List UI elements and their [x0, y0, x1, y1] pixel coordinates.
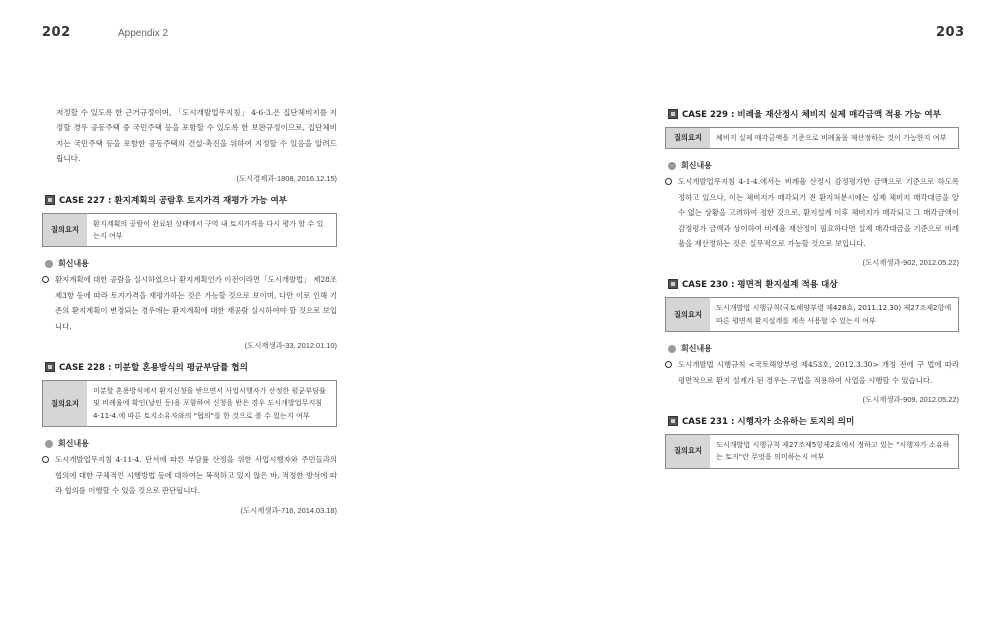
- reply-label: 회신내용: [58, 439, 89, 449]
- case-square-icon: [45, 362, 55, 372]
- case-square-icon: [668, 416, 678, 426]
- reply-dot-icon: [668, 162, 676, 170]
- case-231-title: CASE 231 : 시행자가 소유하는 토지의 의미: [682, 417, 855, 428]
- case-227-answer: [42, 272, 337, 334]
- case-227-citation: (도시재생과-33, 2012.01.10): [244, 341, 337, 351]
- summary-label: 질의요지: [43, 381, 87, 426]
- case-227-summary: 환지계획의 공람이 완료된 상태에서 구역 내 토지가격을 다시 평가 할 수 있는지 여부: [93, 218, 324, 241]
- case-228-title: CASE 228 : 미분할 혼용방식의 평균부담률 협의: [59, 363, 248, 374]
- case-229-heading: [665, 108, 959, 120]
- case-square-icon: [668, 279, 678, 289]
- case-229-summary: 체비지 실제 매각금액을 기준으로 비례율을 재산정하는 것이 가능한지 여부: [716, 133, 947, 142]
- summary-label: 질의요지: [43, 214, 87, 247]
- reply-dot-icon: [45, 440, 53, 448]
- case-231-summary-box: [665, 434, 959, 469]
- case-229-answer-text: 도시개발업무지침 4-1-4.에서는 비례율 산정시 감정평가한 금액으로 기준으로 하도록 정하고 있으나, 이는 체비지가 매각되기 전 환지처분시에는 실제 체비지 매각대금을 알 수 없는 상황을 고려하여 정한 것으로, 환지설계 이후 체비지가 매각되고 그 매각금액이 감정평가 금액과 상이하여 비례율 재산정이 필요하다면 실제 매각대금을 기준으로 비례율을 재산정하는 것은 실무적으로 가능할 것으로 보입니다.: [678, 177, 959, 249]
- case-227-answer-text: 환지계획에 대한 공람을 실시하였으나 환지계획인가 이전이라면「도시개발법」 제28조제3항 등에 따라 토지가격을 재평가하는 것은 가능할 것으로 보이며, 다만 이로 인해 기존의 환지계획이 변경되는 경우에는 환지계획에 대한 재공람 실시하여야 할 것으로 보입니다.: [55, 275, 337, 331]
- case-229-summary-box: [665, 127, 959, 149]
- case-229-title: CASE 229 : 비례율 재산정시 체비지 실제 매각금액 적용 가능 여부: [682, 110, 941, 120]
- circle-bullet-icon: [665, 178, 672, 185]
- reply-dot-icon: [45, 260, 53, 268]
- case-228-reply-heading: [42, 438, 337, 449]
- right-page-number: 203: [936, 25, 965, 40]
- circle-bullet-icon: [42, 276, 49, 283]
- reply-label: 회신내용: [58, 259, 89, 269]
- reply-dot-icon: [668, 345, 676, 353]
- case-229-reply-heading: [665, 160, 959, 171]
- left-page-column: [42, 105, 337, 516]
- case-229-citation: (도시재생과-902, 2012.05.22): [862, 258, 959, 268]
- case-230-summary-box: [665, 297, 959, 332]
- case-227-reply-heading: [42, 258, 337, 269]
- case-230-reply-heading: [665, 343, 959, 354]
- circle-bullet-icon: [42, 456, 49, 463]
- case-230-answer: [665, 357, 959, 388]
- case-229-answer: [665, 174, 959, 251]
- case-228-answer-text: 도시개발업무지침 4-11-4. 단서에 따른 부담률 산정을 위한 사업시행자와 주민들과의 협의에 대한 구체적인 시행방법 등에 대하여는 복적하고 있지 않은 바, 적정한 방식에 따라 협의를 이행할 수 있을 것으로 판단됩니다.: [55, 455, 337, 496]
- case-227-title: CASE 227 : 환지계획의 공람후 토지가격 재평가 가능 여부: [59, 195, 288, 206]
- case-230-heading: [665, 278, 959, 290]
- case-228-heading: [42, 361, 337, 373]
- case-square-icon: [45, 195, 55, 205]
- case-230-answer-text: 도시개발법 시행규칙 <국토해양부령 제453호, 2012.3.30> 개정 전에 구 법에 따라 평면적으로 환지 설계가 된 경우는 구법을 적용하여 사업을 시행할 수 있습니다.: [678, 360, 959, 385]
- summary-label: 질의요지: [666, 298, 710, 331]
- reply-label: 회신내용: [681, 161, 712, 171]
- case-227-summary-box: [42, 213, 337, 248]
- section-label: Appendix 2: [118, 28, 169, 39]
- case-228-citation: (도시재생과-716, 2014.03.18): [240, 505, 337, 515]
- case-228-summary: 미분할 혼용방식에서 환지신청을 받으면서 사업시행자가 산정한 평균부담률 및 비례율에 확인(날인 등)을 포함하여 신청을 받은 경우 도시개발업무지침 4-11-4.에 따른 토지소유자와의 "협의"를 한 것으로 볼 수 있는지 여부: [93, 386, 326, 420]
- case-230-title: CASE 230 : 평면적 환지설계 적용 대상: [682, 280, 838, 291]
- case-230-summary: 도시개발법 시행규칙(국토해양부령 제428호, 2011.12.30) 제27조제2항에 따른 평면적 환지설계를 계속 사용할 수 있는지 여부: [716, 303, 952, 325]
- left-page-number: 202: [42, 25, 71, 40]
- case-231-summary: 도시개발법 시행규칙 제27조제5항제2호에서 정하고 있는 "시행자가 소유하는 토지"란 무엇을 의미하는지 여부: [716, 440, 950, 462]
- circle-bullet-icon: [665, 361, 672, 368]
- reply-label: 회신내용: [681, 344, 712, 354]
- case-228-answer: [42, 452, 337, 498]
- case-227-heading: [42, 194, 337, 206]
- summary-label: 질의요지: [666, 435, 710, 468]
- intro-citation: (도시경제과-1808, 2016.12.15): [236, 173, 337, 183]
- intro-paragraph: 저정할 수 있도록 한 근거규정이며, 「도시개발업무지침」 4-6-3.은 집단체비지를 지정할 경우 공동주택 중 국민주택 등을 포함할 수 있도록 한 보완규정이므로, 집단체비지는 국민주택 등을 포함한 공동주택의 건설·촉진을 위하여 지정할 수 있음을 알려드립니다.: [56, 108, 337, 164]
- case-228-summary-box: [42, 380, 337, 427]
- case-230-citation: (도시재생과-909, 2012.05.22): [862, 395, 959, 405]
- summary-label: 질의요지: [666, 128, 710, 148]
- right-page-column: [665, 108, 959, 469]
- case-231-heading: [665, 415, 959, 427]
- case-square-icon: [668, 109, 678, 119]
